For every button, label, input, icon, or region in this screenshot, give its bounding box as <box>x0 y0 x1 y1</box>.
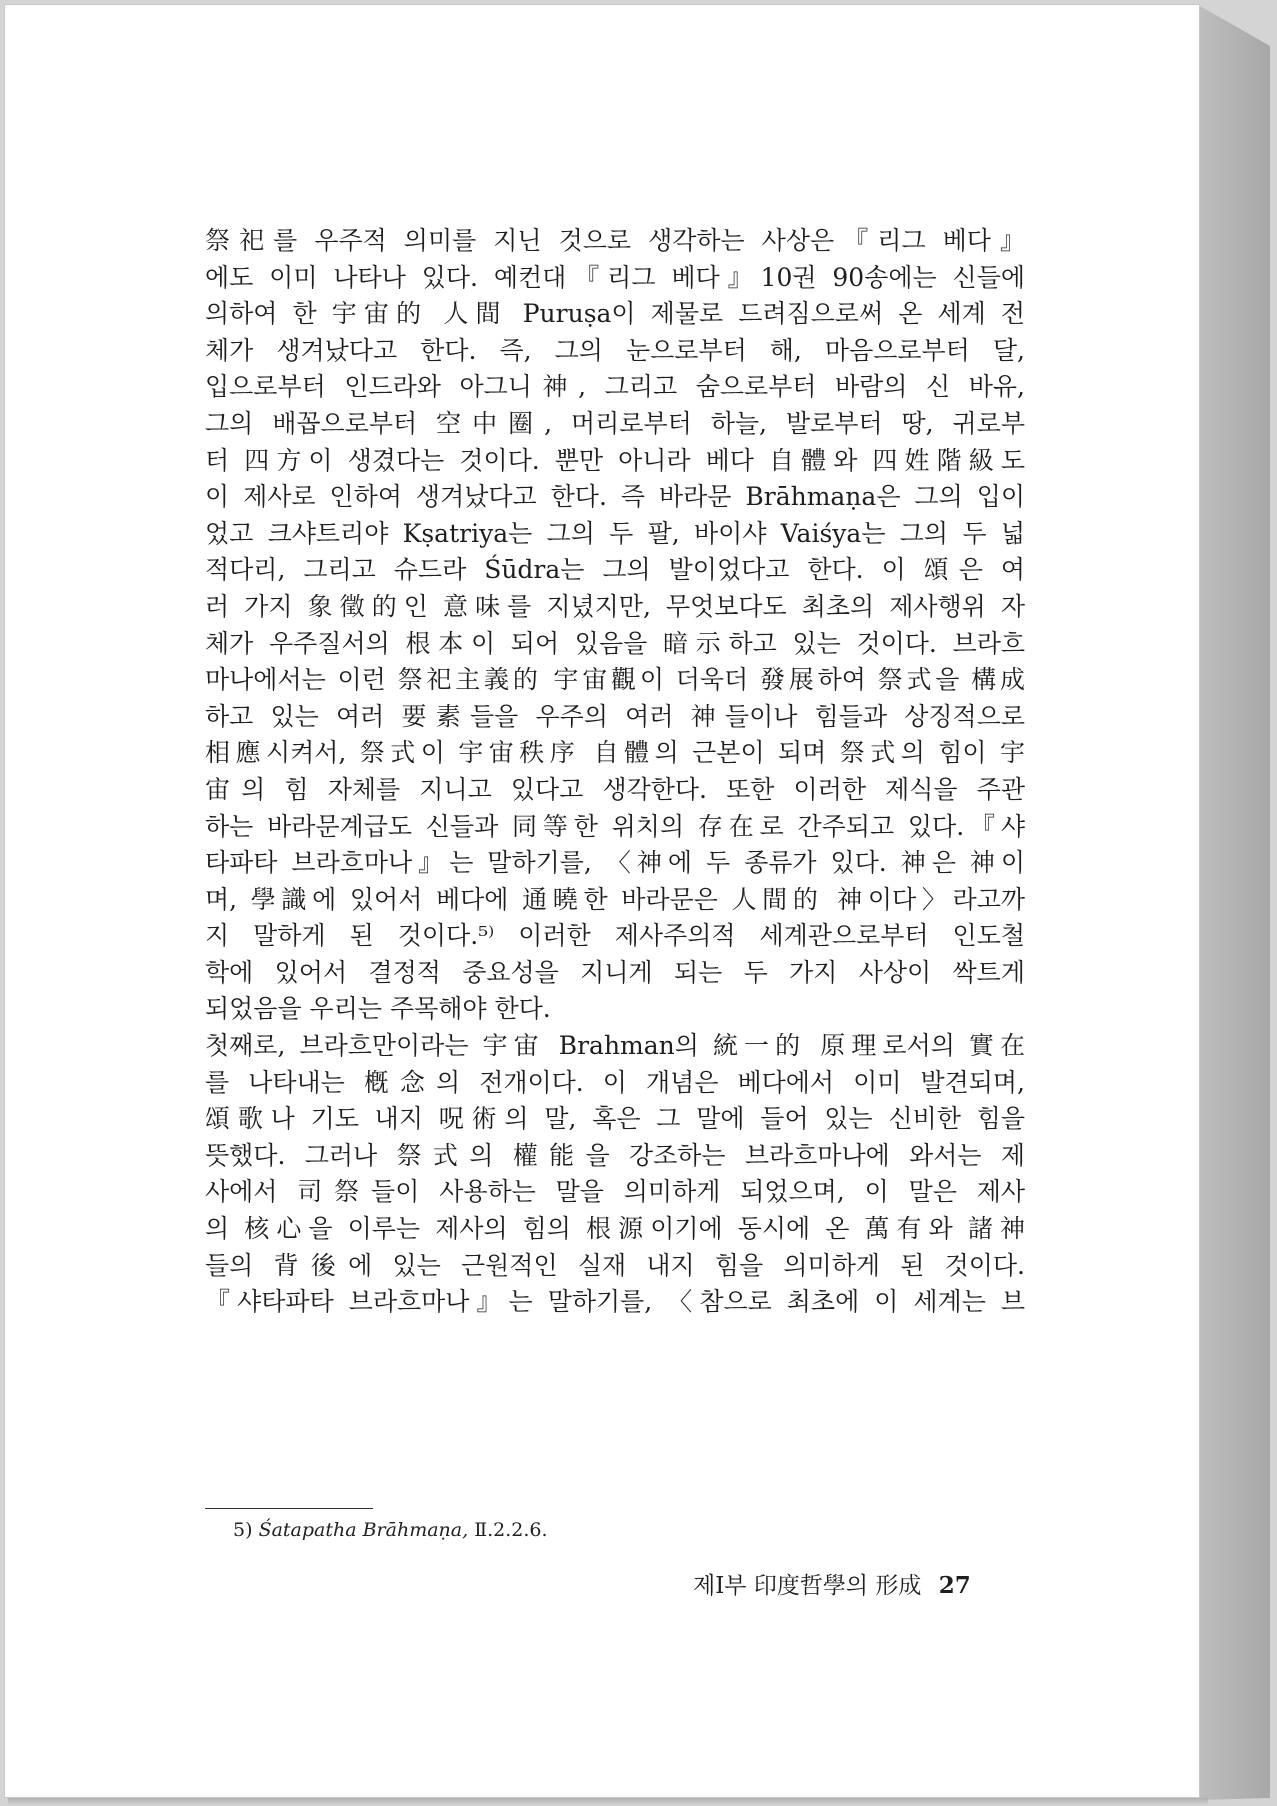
body-text <box>205 223 1025 1321</box>
text-line: 하는 바라문계급도 신들과 同等한 위치의 存在로 간주되고 있다.『샤 <box>205 811 1025 841</box>
text-line: 며, 學識에 있어서 베다에 通曉한 바라문은 人間的 神이다〉라고까 <box>205 884 1025 914</box>
text-line: 『샤타파타 브라흐마나』는 말하기를, 〈참으로 최초에 이 세계는 브 <box>205 1287 1025 1317</box>
footnote <box>233 1519 548 1541</box>
paragraph-2 <box>205 1028 1025 1321</box>
text-line: 첫째로, 브라흐만이라는 宇宙 Brahman의 統一的 原理로서의 實在 <box>205 1031 1025 1061</box>
book-page-edge <box>1200 6 1270 1800</box>
text-line: 사에서 司祭들이 사용하는 말을 의미하게 되었으며, 이 말은 제사 <box>205 1177 1025 1207</box>
book-page <box>4 4 1200 1798</box>
text-line: 타파타 브라흐마나』는 말하기를, 〈神에 두 종류가 있다. 神은 神이 <box>205 848 1025 878</box>
text-line: 에도 이미 나타나 있다. 예컨대『리그 베다』10권 90송에는 신들에 <box>205 262 1025 292</box>
text-line: 의하여 한 宇宙的 人間 Puruṣa이 제물로 드려짐으로써 온 세계 전 <box>205 299 1025 329</box>
text-line: 이 제사로 인하여 생겨났다고 한다. 즉 바라문 Brāhmaṇa은 그의 입이 <box>205 482 1025 512</box>
text-line: 頌歌나 기도 내지 呪術의 말, 혹은 그 말에 들어 있는 신비한 힘을 <box>205 1104 1025 1134</box>
page-number: 27 <box>938 1572 971 1599</box>
text-line: 체가 생겨났다고 한다. 즉, 그의 눈으로부터 해, 마음으로부터 달, <box>205 335 1025 365</box>
text-line: 었고 크샤트리야 Kṣatriya는 그의 두 팔, 바이샤 Vaiśya는 그의 두 넓 <box>205 518 1025 548</box>
footer-title: 印度哲學의 形成 <box>753 1573 922 1599</box>
text-line: 하고 있는 여러 要素들을 우주의 여러 神들이나 힘들과 상징적으로 <box>205 701 1025 731</box>
text-line: 의 核心을 이루는 제사의 힘의 根源이기에 동시에 온 萬有와 諸神 <box>205 1214 1025 1244</box>
paragraph-1 <box>205 223 1025 1028</box>
text-line: 相應시켜서, 祭式이 宇宙秩序 自體의 근본이 되며 祭式의 힘이 宇 <box>205 738 1025 768</box>
footnote-marker: 5) <box>233 1519 253 1541</box>
running-footer <box>693 1567 971 1600</box>
text-line: 입으로부터 인드라와 아그니神, 그리고 숨으로부터 바람의 신 바유, <box>205 372 1025 402</box>
page-shadow <box>8 1798 1208 1806</box>
text-line: 체가 우주질서의 根本이 되어 있음을 暗示하고 있는 것이다. 브라흐 <box>205 628 1025 658</box>
text-line: 학에 있어서 결정적 중요성을 지니게 되는 두 가지 사상이 싹트게 <box>205 957 1025 987</box>
text-line: 러 가지 象徵的인 意味를 지녔지만, 무엇보다도 최초의 제사행위 자 <box>205 591 1025 621</box>
text-line: 지 말하게 된 것이다.⁵⁾ 이러한 제사주의적 세계관으로부터 인도철 <box>205 921 1025 951</box>
text-line: 적다리, 그리고 슈드라 Śūdra는 그의 발이었다고 한다. 이 頌은 여 <box>205 555 1025 585</box>
footnote-title: Śatapatha Brāhmaṇa, <box>258 1519 469 1541</box>
text-line: 들의 背後에 있는 근원적인 실재 내지 힘을 의미하게 된 것이다. <box>205 1250 1025 1280</box>
text-line: 그의 배꼽으로부터 空中圈, 머리로부터 하늘, 발로부터 땅, 귀로부 <box>205 408 1025 438</box>
footer-part: 제Ⅰ부 <box>693 1573 747 1599</box>
footnote-reference: Ⅱ.2.2.6. <box>474 1519 548 1541</box>
text-line: 되었음을 우리는 주목해야 한다. <box>205 994 551 1024</box>
footnote-divider <box>205 1508 373 1509</box>
text-line: 를 나타내는 槪念의 전개이다. 이 개념은 베다에서 이미 발견되며, <box>205 1067 1025 1097</box>
text-line: 뜻했다. 그러나 祭式의 權能을 강조하는 브라흐마나에 와서는 제 <box>205 1140 1025 1170</box>
text-line: 마나에서는 이런 祭祀主義的 宇宙觀이 더욱더 發展하여 祭式을 構成 <box>205 665 1025 695</box>
text-line: 宙의 힘 자체를 지니고 있다고 생각한다. 또한 이러한 제식을 주관 <box>205 774 1025 804</box>
text-line: 祭祀를 우주적 의미를 지닌 것으로 생각하는 사상은『리그 베다』 <box>205 226 1025 255</box>
text-line: 터 四方이 생겼다는 것이다. 뿐만 아니라 베다 自體와 四姓階級도 <box>205 445 1025 475</box>
